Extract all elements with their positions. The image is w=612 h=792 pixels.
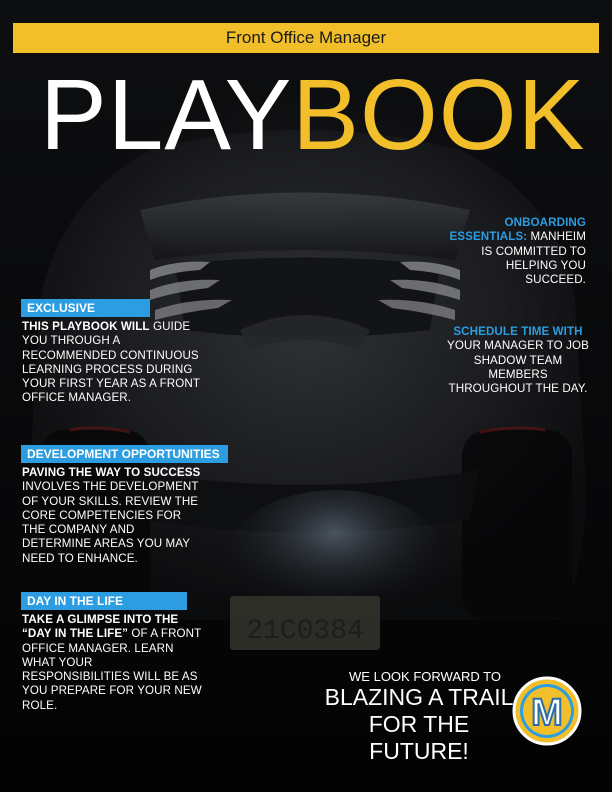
role-banner: Front Office Manager	[13, 23, 599, 53]
closing-line-1: BLAZING A TRAIL	[324, 684, 514, 710]
onboarding-text	[448, 216, 586, 287]
development-text	[22, 466, 202, 566]
masthead-play: PLAY	[40, 59, 293, 171]
development-lead: PAVING THE WAY TO SUCCESS	[22, 466, 201, 479]
onboarding-lead-1: ONBOARDING	[504, 216, 586, 229]
day-in-life-label: DAY IN THE LIFE	[21, 592, 187, 610]
exclusive-text	[22, 320, 202, 406]
onboarding-body: MANHEIM IS COMMITTED TO HELPING YOU SUCCEED.	[481, 230, 586, 287]
schedule-body: YOUR MANAGER TO JOB SHADOW TEAM MEMBERS THROUGHOUT THE DAY.	[447, 339, 589, 396]
closing-tagline-small: WE LOOK FORWARD TO	[349, 669, 501, 684]
day-in-life-text	[22, 613, 202, 713]
day-in-life-body: OF A FRONT OFFICE MANAGER. LEARN WHAT YOUR RESPONSIBILITIES WILL BE AS YOU PREPARE FOR YOUR NEW ROLE.	[22, 627, 202, 712]
schedule-text	[446, 325, 590, 396]
logo-letter: M	[531, 692, 563, 734]
exclusive-body: GUIDE YOU THROUGH A RECOMMENDED CONTINUOUS LEARNING PROCESS DURING YOUR FIRST YEAR AS A FRONT OFFICE MANAGER.	[22, 320, 200, 405]
development-label: DEVELOPMENT OPPORTUNITIES	[21, 445, 228, 463]
development-body: INVOLVES THE DEVELOPMENT OF YOUR SKILLS. REVIEW THE CORE COMPETENCIES FOR THE COMPANY AND DETERMINE AREAS YOU MAY NEED TO ENHANCE.	[22, 480, 199, 565]
onboarding-lead-2: ESSENTIALS:	[449, 230, 528, 244]
closing-tagline-big	[316, 684, 522, 765]
masthead-book: BOOK	[292, 59, 586, 171]
manheim-logo-icon	[511, 675, 583, 747]
license-plate-text: 21C0384	[246, 616, 364, 647]
day-in-life-lead: TAKE A GLIMPSE INTO THE “DAY IN THE LIFE”	[22, 613, 179, 641]
exclusive-label: EXCLUSIVE	[21, 299, 150, 317]
closing-line-2: FOR THE FUTURE!	[368, 711, 470, 764]
schedule-lead: SCHEDULE TIME WITH	[453, 325, 583, 338]
exclusive-lead: THIS PLAYBOOK WILL	[22, 320, 150, 333]
masthead-title	[40, 60, 585, 170]
